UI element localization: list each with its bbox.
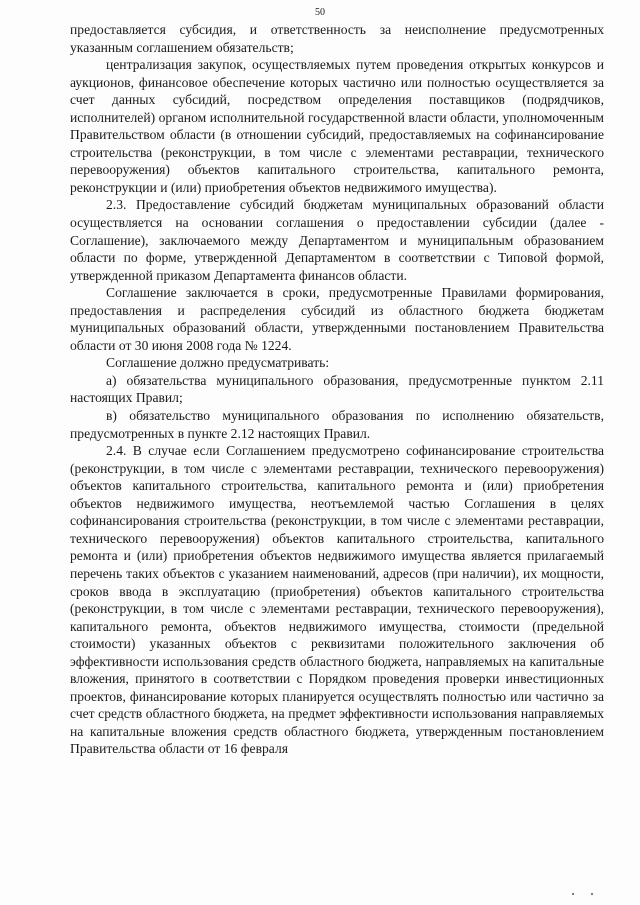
- paragraph: а) обязательства муниципального образования, предусмотренные пунктом 2.11 настоящих Правил;: [70, 372, 604, 406]
- paragraph: Соглашение должно предусматривать:: [106, 355, 330, 371]
- scan-speck: [591, 893, 593, 895]
- paragraph: Соглашение заключается в сроки, предусмотренные Правилами формирования, предоставления и распределения субсидий из областного бюджета бюджетам муниципальных образований области, утвержденными постановлением Правительства области от 30 июня 2008 года № 1224.: [70, 285, 604, 353]
- paragraph: централизация закупок, осуществляемых путем проведения открытых конкурсов и аукционов, финансовое обеспечение которых частично или полностью осуществляется за счет данных субсидий, посредством определения поставщиков (подрядчиков, исполнителей) органом исполнительной государственной власти области, уполномоченным Правительством области (в отношении субсидий, предоставляемых на софинансирование строительства (реконструкции, в том числе с элементами реставрации, технического перевооружения) объектов капитального строительства, капитального ремонта, реконструкции и (или) приобретения объектов недвижимого имущества).: [70, 57, 604, 195]
- paragraph: 2.3. Предоставление субсидий бюджетам муниципальных образований области осуществляется на основании соглашения о предоставлении субсидии (далее - Соглашение), заключаемого между Департаментом и муниципальным образованием области по форме, утвержденной Департаментом в соответствии с Типовой формой, утвержденной приказом Департамента финансов области.: [70, 197, 604, 283]
- paragraph: 2.4. В случае если Соглашением предусмотрено софинансирование строительства (реконструкции, в том числе с элементами реставрации, технического перевооружения) объектов капитального строительства, капитального ремонта и (или) приобретения объектов недвижимого имущества, неотъемлемой частью Соглашения в целях софинансирования строительства (реконструкции, в том числе с элементами реставрации, технического перевооружения) объектов капитального строительства, капитального ремонта и (или) приобретения объектов недвижимого имущества является прилагаемый перечень таких объектов с указанием наименований, адресов (при наличии), их мощности, сроков ввода в эксплуатацию (приобретения) объектов капитального строительства (реконструкции, в том числе с элементами реставрации, технического перевооружения), капитального ремонта, объектов недвижимого имущества, стоимости (предельной стоимости) указанных объектов с реквизитами положительного заключения об эффективности использования средств областного бюджета, направляемых на капитальные вложения, принятого в соответствии с Порядком проведения проверки инвестиционных проектов, финансирование которых планируется осуществлять полностью или частично за счет средств областного бюджета, на предмет эффективности использования направляемых на капитальные вложения средств областного бюджета, утвержденным постановлением Правительства области от 16 февраля: [70, 443, 604, 757]
- paragraph: предоставляется субсидия, и ответственность за неисполнение предусмотренных указанным соглашением обязательств;: [70, 22, 604, 55]
- page-number: 50: [315, 7, 325, 18]
- scan-speck: [572, 893, 574, 895]
- scan-corner-mark: [618, 0, 632, 3]
- document-body: [70, 21, 604, 758]
- paragraph: в) обязательство муниципального образования по исполнению обязательств, предусмотренных в пункте 2.12 настоящих Правил.: [70, 408, 604, 441]
